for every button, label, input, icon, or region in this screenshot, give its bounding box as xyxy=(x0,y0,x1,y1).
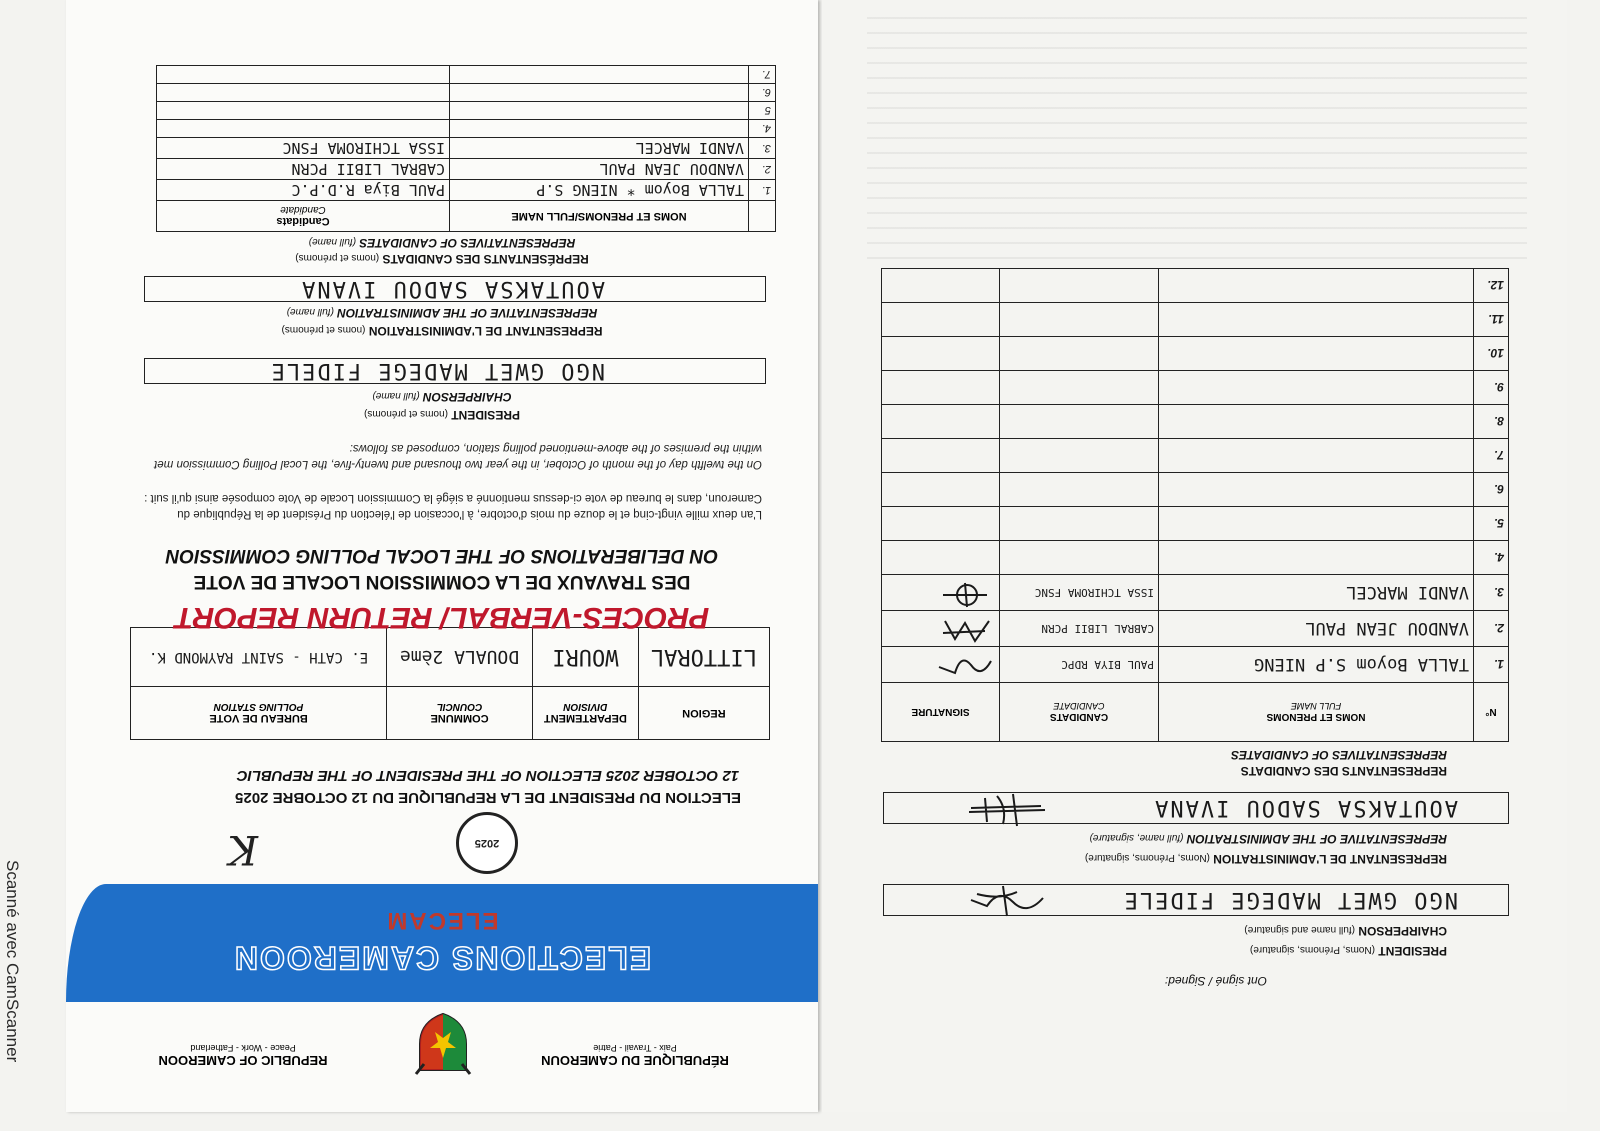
signature-page xyxy=(822,0,1567,1112)
president-label-text: PRESIDENT xyxy=(451,408,520,422)
rep-name: VANDI MARCEL xyxy=(450,138,749,159)
row-number: 1. xyxy=(749,180,776,201)
rep-signature xyxy=(882,371,1000,405)
election-title-fr: ELECTION DU PRESIDENT DE LA REPUBLIQUE DU 12 OCTOBRE 2025 xyxy=(235,789,741,806)
sig-chair-hint: (full name and signature) xyxy=(1244,924,1355,935)
sig-cand-header-fr: CANDIDATS xyxy=(1049,711,1109,723)
republic-fr xyxy=(510,1043,760,1068)
chair-hint: (full name) xyxy=(372,390,420,401)
row-number: 6. xyxy=(1474,473,1509,507)
rep-candidate xyxy=(1000,371,1159,405)
cover-reps-header-row xyxy=(157,201,776,232)
row-number: 9. xyxy=(1474,371,1509,405)
table-row xyxy=(882,575,1509,611)
rep-signature xyxy=(882,611,1000,647)
rep-signature xyxy=(882,575,1000,611)
signature-3-icon xyxy=(935,581,995,609)
republic-en-text: REPUBLIC OF CAMEROON xyxy=(158,1053,328,1068)
elecam-seal-icon xyxy=(456,812,518,874)
org-title: ELECTIONS CAMEROON xyxy=(232,940,652,976)
rep-candidate: ISSA TCHIROMA FSNC xyxy=(157,138,450,159)
rep-name xyxy=(450,66,749,84)
row-number: 5. xyxy=(1474,507,1509,541)
table-row xyxy=(882,507,1509,541)
reps-en-label-text: REPRESENTATIVES OF CANDIDATES xyxy=(359,236,576,250)
rep-candidate xyxy=(157,84,450,102)
sig-name-header-en: FULL NAME xyxy=(1290,701,1342,712)
row-number: 7. xyxy=(749,66,776,84)
motto-en: Peace - Work - Fatherland xyxy=(190,1043,296,1053)
rep-signature xyxy=(882,541,1000,575)
admin-hint: (noms et prénoms) xyxy=(281,324,366,335)
report-subtitle-en: ON DELIBERATIONS OF THE LOCAL POLLING COMMISSION xyxy=(165,545,719,566)
sig-cand-header-en: CANDIDATE xyxy=(1053,701,1105,712)
rep-name: VANDOU JEAN PAUL xyxy=(1159,611,1474,647)
org-acronym: ELECAM xyxy=(385,907,499,934)
intro-paragraph-fr: L'an deux mille vingt-cinq et le douze du mois d'octobre, à l'occasion de l'élection du Président de la République du Cameroun, dans le bureau de vote ci-dessus mentionné a siégé la Commission Locale de Vote composée ainsi qu'il suit : xyxy=(144,492,762,520)
sig-signature-header: SIGNATURE xyxy=(882,683,1000,742)
sig-admin-en-hint: (full name, signature) xyxy=(1089,832,1184,843)
rep-signature xyxy=(882,473,1000,507)
polling-station-value: E. CATH - SAINT RAYMOND K. xyxy=(131,628,387,687)
rep-signature xyxy=(882,647,1000,683)
cover-reps-cand-header xyxy=(157,201,450,232)
reps-label-text: REPRÉSENTANTS DES CANDIDATS xyxy=(382,252,589,266)
rep-name xyxy=(1159,541,1474,575)
row-number: 5 xyxy=(749,102,776,120)
admin-label-text: REPRESENTANT DE L'ADMINISTRATION xyxy=(368,324,603,338)
rep-candidate xyxy=(1000,473,1159,507)
sig-num-header: N° xyxy=(1474,683,1509,742)
sig-chair-label-text: CHAIRPERSON xyxy=(1358,924,1447,938)
table-row xyxy=(882,541,1509,575)
row-number: 2. xyxy=(1474,611,1509,647)
report-title: PROCES-VERBAL/ RETURN REPORT xyxy=(174,601,710,634)
rep-candidate xyxy=(1000,269,1159,303)
signature-header-row xyxy=(882,683,1509,742)
council-header-en: COUNCIL xyxy=(436,701,483,713)
division-header-text: DEPARTEMENT xyxy=(543,712,627,725)
rep-signature xyxy=(882,507,1000,541)
table-row xyxy=(882,439,1509,473)
table-row xyxy=(157,180,776,201)
reps-en-label xyxy=(66,236,818,250)
rep-candidate xyxy=(157,102,450,120)
cover-reps-num-header xyxy=(749,201,776,232)
table-row xyxy=(157,120,776,138)
row-number: 11. xyxy=(1474,303,1509,337)
motto-fr: Paix - Travail - Patrie xyxy=(593,1043,677,1053)
polling-station-header-en: POLLING STATION xyxy=(213,701,304,713)
table-row xyxy=(882,405,1509,439)
sig-president-hint: (Noms, Prénoms, signature) xyxy=(1249,944,1375,955)
row-number: 4. xyxy=(1474,541,1509,575)
division-header-en: DIVISION xyxy=(563,701,608,713)
rep-name xyxy=(1159,371,1474,405)
rep-signature xyxy=(882,269,1000,303)
region-header-text: REGION xyxy=(682,707,726,719)
rep-name xyxy=(450,120,749,138)
table-row xyxy=(157,102,776,120)
admin-en-label xyxy=(66,306,818,320)
election-title-en: 12 OCTOBER 2025 ELECTION OF THE PRESIDENT OF THE REPUBLIC xyxy=(236,767,740,784)
council-value: DOUALA 2ème xyxy=(387,628,533,687)
rep-name xyxy=(1159,473,1474,507)
rep-signature xyxy=(882,405,1000,439)
rep-signature xyxy=(882,337,1000,371)
rep-name xyxy=(1159,507,1474,541)
cover-reps-cand-fr: Candidats xyxy=(276,215,330,228)
division-header xyxy=(532,687,638,740)
cover-reps-table xyxy=(156,65,776,232)
chair-label xyxy=(66,390,818,404)
admin-name: AOUTAKSA SADOU IVANA xyxy=(144,276,766,302)
sig-admin-en-label-text: REPRESENTATIVE OF THE ADMINISTRATION xyxy=(1186,832,1447,846)
rep-candidate: CABRAL LIBII PCRN xyxy=(1000,611,1159,647)
signature-1-icon xyxy=(935,653,995,681)
council-header xyxy=(387,687,533,740)
row-number: 4. xyxy=(749,120,776,138)
rep-signature xyxy=(882,439,1000,473)
rep-candidate xyxy=(1000,337,1159,371)
rep-candidate: CABRAL LIBII PCRN xyxy=(157,159,450,180)
rep-name: VANDI MARCEL xyxy=(1159,575,1474,611)
republic-fr-text: RÉPUBLIQUE DU CAMEROUN xyxy=(541,1053,729,1068)
row-number: 6. xyxy=(749,84,776,102)
sig-admin-label xyxy=(1085,852,1447,866)
polling-station-header xyxy=(131,687,387,740)
rep-candidate xyxy=(1000,405,1159,439)
cover-page xyxy=(66,0,818,1112)
row-number: 1. xyxy=(1474,647,1509,683)
sig-reps-label: REPRESENTANTS DES CANDIDATS xyxy=(1240,764,1447,778)
cover-reps-cand-en: Candidate xyxy=(280,204,326,216)
sig-president-label-text: PRESIDENT xyxy=(1378,944,1447,958)
handwritten-initial: K xyxy=(228,826,258,872)
row-number: 3. xyxy=(749,138,776,159)
rep-candidate xyxy=(1000,439,1159,473)
republic-en xyxy=(118,1043,368,1068)
rep-name xyxy=(1159,405,1474,439)
table-row xyxy=(882,269,1509,303)
table-row xyxy=(157,84,776,102)
sig-admin-en-label xyxy=(1089,832,1447,846)
location-header-row xyxy=(131,687,770,740)
rep-name xyxy=(450,84,749,102)
president-hint: (noms et prénoms) xyxy=(364,408,448,419)
rep-name xyxy=(1159,337,1474,371)
rep-name xyxy=(1159,269,1474,303)
rep-candidate xyxy=(157,66,450,84)
seal-text: 2025 xyxy=(474,837,500,849)
table-row xyxy=(882,611,1509,647)
sig-president-label xyxy=(1250,944,1447,958)
row-number: 10. xyxy=(1474,337,1509,371)
row-number: 8. xyxy=(1474,405,1509,439)
rep-name: VANDOU JEAN PAUL xyxy=(450,159,749,180)
intro-paragraph-en: On the twelfth day of the month of October, in the year two thousand and twenty-five, the Local Polling Commission met within the premises of the above-mentioned polling station, composed as follows: xyxy=(154,442,762,470)
rep-name: TALLA Boyom * NIENG S.P xyxy=(450,180,749,201)
coat-of-arms-icon xyxy=(414,1012,472,1078)
table-row xyxy=(882,303,1509,337)
division-value: WOURI xyxy=(532,628,638,687)
region-header xyxy=(638,687,769,740)
signature-page-rotated xyxy=(822,0,1567,1112)
cover-page-rotated xyxy=(66,0,818,1112)
rep-candidate: PAUL Biya R.D.P.C xyxy=(157,180,450,201)
sig-name-header xyxy=(1159,683,1474,742)
report-subtitle-fr: DES TRAVAUX DE LA COMMISSION LOCALE DE VOTE xyxy=(193,571,691,592)
sig-president-name: NGO GWET MADEGE FIDELE xyxy=(883,884,1509,916)
row-number: 7. xyxy=(1474,439,1509,473)
polling-station-header-text: BUREAU DE VOTE xyxy=(209,712,308,725)
signature-table xyxy=(881,268,1509,742)
location-table xyxy=(130,627,770,740)
rep-name xyxy=(450,102,749,120)
sig-reps-en-label: REPRESENTATIVES OF CANDIDATES xyxy=(1230,748,1447,762)
sig-name-header-fr: NOMS ET PRENOMS xyxy=(1266,711,1366,723)
rep-candidate xyxy=(157,120,450,138)
rep-candidate xyxy=(1000,541,1159,575)
bleed-through-texture xyxy=(867,12,1527,272)
location-value-row xyxy=(131,628,770,687)
chair-label-text: CHAIRPERSON xyxy=(422,390,512,404)
table-row xyxy=(157,66,776,84)
table-row xyxy=(882,371,1509,405)
sig-admin-label-text: REPRESENTANT DE L'ADMINISTRATION xyxy=(1213,852,1447,866)
president-signature-icon xyxy=(967,884,1047,920)
row-number: 12. xyxy=(1474,269,1509,303)
rep-candidate xyxy=(1000,303,1159,337)
president-label xyxy=(66,408,818,422)
president-name: NGO GWET MADEGE FIDELE xyxy=(144,358,766,384)
table-row xyxy=(882,473,1509,507)
reps-en-hint: (full name) xyxy=(308,236,356,247)
admin-label xyxy=(66,324,818,338)
camscanner-watermark: Scanné avec CamScanner xyxy=(3,860,22,1063)
sig-chair-label xyxy=(1244,924,1447,938)
table-row xyxy=(157,138,776,159)
reps-hint: (noms et prénoms) xyxy=(295,252,380,263)
sig-cand-header xyxy=(1000,683,1159,742)
signature-2-icon xyxy=(935,617,995,645)
sig-admin-name: AOUTAKSA SADOU IVANA xyxy=(883,792,1509,824)
rep-name xyxy=(1159,303,1474,337)
rep-name xyxy=(1159,439,1474,473)
table-row xyxy=(882,647,1509,683)
table-row xyxy=(882,337,1509,371)
admin-en-label-text: REPRESENTATIVE OF THE ADMINISTRATION xyxy=(337,306,598,320)
rep-candidate: ISSA TCHIROMA FSNC xyxy=(1000,575,1159,611)
signed-label: Ont signé / Signed: xyxy=(1164,974,1267,988)
admin-signature-icon xyxy=(967,792,1047,828)
rep-candidate xyxy=(1000,507,1159,541)
region-value: LITTORAL xyxy=(638,628,769,687)
row-number: 2. xyxy=(749,159,776,180)
cover-reps-name-header: NOMS ET PRENOMS/FULL NAME xyxy=(450,201,749,232)
sig-admin-hint: (Noms, Prénoms, signature) xyxy=(1084,852,1210,863)
rep-candidate: PAUL BIYA RDPC xyxy=(1000,647,1159,683)
rep-name: TALLA Boyom S.P NIENG xyxy=(1159,647,1474,683)
table-row xyxy=(157,159,776,180)
reps-label xyxy=(66,252,818,266)
admin-en-hint: (full name) xyxy=(286,306,334,317)
row-number: 3. xyxy=(1474,575,1509,611)
council-header-text: COMMUNE xyxy=(430,712,489,725)
rep-signature xyxy=(882,303,1000,337)
